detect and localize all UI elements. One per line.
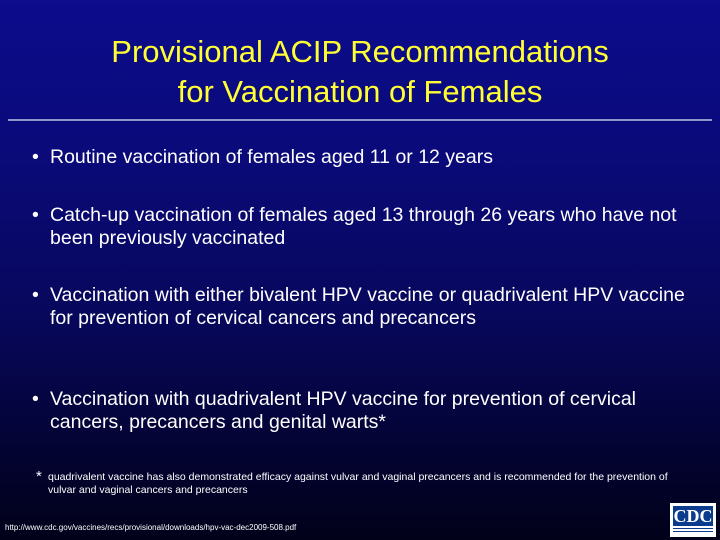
footnote-text: quadrivalent vaccine has also demonstrated efficacy against vulvar and vaginal precancers and is recommended for the prevention of vulvar and vaginal cancers and precancers <box>48 471 668 496</box>
slide-title <box>0 32 720 112</box>
bullet-glyph: • <box>32 284 39 306</box>
slide-title-line-2: for Vaccination of Females <box>177 74 543 109</box>
bullet-text: Vaccination with either bivalent HPV vaccine or quadrivalent HPV vaccine for prevention of cervical cancers and precancers <box>50 284 685 329</box>
bullet-item-routine <box>32 146 700 169</box>
source-link[interactable]: http://www.cdc.gov/vaccines/recs/provisional/downloads/hpv-vac-dec2009-508.pdf <box>5 523 297 532</box>
bullet-glyph: • <box>32 388 39 410</box>
cdc-logo-mark: CDC <box>673 506 713 526</box>
bullet-text: Vaccination with quadrivalent HPV vaccine for prevention of cervical cancers, precancers and genital warts* <box>50 388 637 433</box>
bullet-item-quadrivalent <box>32 388 700 434</box>
slide-title-line-1: Provisional ACIP Recommendations <box>111 34 609 69</box>
bullet-glyph: • <box>32 146 39 168</box>
cdc-logo-tagline-lines <box>673 528 713 534</box>
bullet-text: Catch-up vaccination of females aged 13 through 26 years who have not been previously vaccinated <box>50 204 677 249</box>
bullet-glyph: • <box>32 204 39 226</box>
footnote <box>36 470 688 497</box>
bullet-text: Routine vaccination of females aged 11 or 12 years <box>50 146 493 168</box>
bullet-item-bivalent-or-quadrivalent <box>32 284 700 330</box>
title-divider <box>8 119 712 121</box>
footnote-marker: * <box>36 468 42 485</box>
bullet-item-catch-up <box>32 204 700 250</box>
cdc-logo <box>670 503 716 537</box>
